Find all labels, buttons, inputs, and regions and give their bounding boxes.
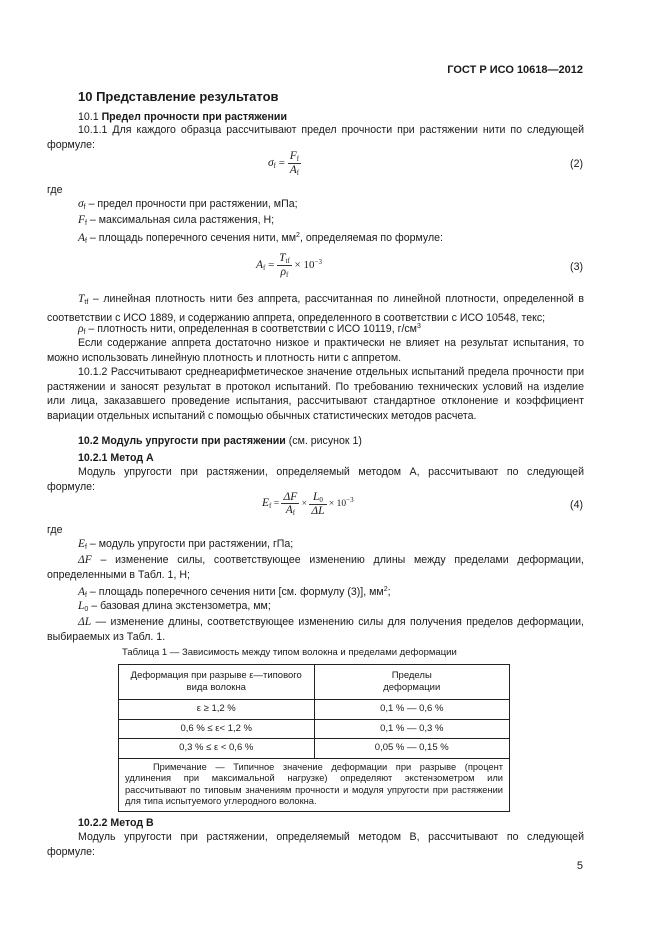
- formula-2: [268, 150, 301, 177]
- paragraph-method-b: Модуль упругости при растяжении, определяемый методом В, рассчитывают по следующей формуле:: [47, 831, 584, 858]
- subsection-title: 10.2 Модуль упругости при растяжении: [78, 435, 286, 447]
- header-cell-fiber-type: Деформация при разрыве ε—типового вида волокна: [119, 665, 315, 700]
- formula-fraction-2: [309, 491, 326, 517]
- numerator-sub: f: [296, 155, 300, 163]
- subsection-number: 10.1: [78, 111, 102, 123]
- def-symbol: ρ: [78, 323, 84, 335]
- def-symbol-sub: f: [85, 220, 87, 227]
- def-text: – изменение силы, соответствующее изменению длины между пределами деформации, определенными в Табл. 1, Н;: [47, 554, 584, 581]
- formula-exponent: −3: [346, 496, 354, 505]
- def-symbol-sub: tf: [84, 299, 89, 306]
- table-cell: 0,05 % — 0,15 %: [314, 739, 510, 759]
- table-note: Примечание — Типичное значение деформации при разрыве (процент удлинения при максимальной нагрузке) определяют экстензометром или рассчитывают по типовым значениям прочности и модуля упругости при растяжении для типа испытуемого углеродного волокна.: [119, 758, 510, 811]
- def-sup: 3: [416, 323, 421, 330]
- document-id-header: ГОСТ Р ИСО 10618—2012: [447, 64, 583, 76]
- def-text: – максимальная сила растяжения, Н;: [86, 214, 275, 226]
- def-text: – плотность нити, определенная в соответствии с ИСО 10119, г/см: [85, 323, 417, 335]
- equation-number-2: (2): [570, 158, 583, 170]
- def-text: – базовая длина экстензометра, мм;: [88, 600, 271, 612]
- formula-3: [256, 252, 322, 279]
- def-symbol-sub: f: [83, 329, 86, 336]
- page-number: 5: [576, 860, 583, 872]
- fraction-numerator: ΔF: [283, 491, 298, 503]
- deformation-limits-table: [118, 664, 510, 812]
- def-symbol-sub: f: [85, 592, 87, 599]
- equation-number-3: (3): [570, 261, 583, 273]
- table-row: [119, 739, 510, 759]
- formula-equals: =: [265, 259, 278, 272]
- def-symbol: F: [78, 214, 86, 226]
- definition-A-f: [78, 229, 584, 250]
- def-sup: 2: [296, 232, 300, 239]
- formula-lhs: A: [256, 259, 264, 272]
- method-b-heading: 10.2.2 Метод В: [78, 817, 154, 829]
- def-text: – линейная плотность нити без аппрета, рассчитанная по линейной плотности, определенной в соответствии с ИСО 1889, и содержанию аппрета, определенного в соответствии с ИСО 10548, текс;: [47, 293, 584, 324]
- def-symbol: L: [78, 600, 85, 612]
- formula-fraction: [277, 252, 292, 279]
- table-row: [119, 700, 510, 720]
- def-symbol: E: [78, 538, 86, 550]
- fraction-denominator: A: [289, 164, 297, 176]
- formula-4: [262, 491, 354, 517]
- formula-multiplier: × 10: [291, 259, 315, 272]
- table-header-row: [119, 665, 510, 700]
- table-row: [119, 719, 510, 739]
- paragraph-10-1-1: 10.1.1 Для каждого образца рассчитывают предел прочности при растяжении нити по следующей формуле:: [47, 124, 584, 151]
- figure-reference: (см. рисунок 1): [285, 435, 362, 447]
- paragraph-low-size: Если содержание аппрета достаточно низкое и практически не влияет на результат испытания, то можно использовать линейную плотность и плотность нити с аппретом.: [47, 337, 584, 364]
- subsection-10-2-heading: [78, 434, 584, 449]
- table-cell: ε ≥ 1,2 %: [119, 700, 315, 720]
- def-symbol-sub: 0: [84, 606, 89, 613]
- paragraph-10-1-2: 10.1.2 Рассчитывают среднеарифметическое значение отдельных испытаний предела прочности при растяжении и заносят результат в протокол испытаний. По требованию технических условий на изделие или лица, заказавшего проведение испытания, рассчитывают стандартное отклонение и коэффициент вариации отдельных испытаний с помощью обычных статистических методов расчета.: [47, 366, 584, 422]
- def-symbol: σ: [78, 198, 84, 210]
- def-text: – модуль упругости при растяжении, гПа;: [86, 538, 294, 550]
- def-symbol: A: [78, 232, 86, 244]
- paragraph-method-a: Модуль упругости при растяжении, определяемый методом А, рассчитывают по следующей формуле:: [47, 466, 584, 493]
- def-symbol: ΔF: [78, 554, 92, 566]
- formula-fraction-1: [281, 491, 299, 517]
- def-text: — изменение длины, соответствующее изменению силы для получения пределов деформации, выбираемых из Табл. 1.: [47, 616, 584, 643]
- def-symbol: A: [78, 586, 86, 598]
- where-label: где: [47, 184, 63, 196]
- table-caption: Таблица 1 — Зависимость между типом волокна и пределами деформации: [122, 647, 457, 658]
- table-cell: 0,3 % ≤ ε < 0,6 %: [119, 739, 315, 759]
- def-text: – площадь поперечного сечения нити, мм: [86, 232, 297, 244]
- formula-multiplier: × 10: [326, 499, 347, 510]
- formula-fraction: [288, 150, 301, 177]
- formula-lhs-sub: f: [263, 264, 266, 273]
- numerator-sub: tf: [285, 257, 290, 265]
- def-symbol: ΔL: [78, 616, 92, 628]
- definition-delta-L: [47, 615, 584, 644]
- def-symbol-sub: f: [85, 238, 87, 245]
- formula-lhs: σ: [268, 157, 274, 170]
- def-symbol-sub: f: [83, 204, 86, 211]
- denominator-sub: f: [296, 169, 300, 177]
- subsection-title: Предел прочности при растяжении: [101, 111, 287, 123]
- table-note-row: [119, 758, 510, 811]
- formula-times: ×: [299, 499, 310, 510]
- def-text: – площадь поперечного сечения нити [см. формулу (3)], мм: [86, 586, 384, 598]
- equation-number-4: (4): [570, 499, 583, 511]
- fraction-numerator: F: [289, 150, 297, 162]
- table-cell: 0,6 % ≤ ε< 1,2 %: [119, 719, 315, 739]
- formula-equals: =: [276, 157, 288, 170]
- def-text: – предел прочности при растяжении, мПа;: [85, 198, 298, 210]
- fraction-denominator: ΔL: [311, 505, 325, 517]
- fraction-denominator: ρ: [280, 266, 287, 278]
- formula-equals: =: [271, 499, 282, 510]
- header-cell-deformation-limits: Пределы деформации: [314, 665, 510, 700]
- fraction-numerator: T: [279, 252, 286, 264]
- where-label-2: где: [47, 524, 63, 536]
- formula-lhs: E: [262, 497, 270, 510]
- def-tail: ;: [387, 586, 391, 598]
- formula-exponent: −3: [314, 258, 322, 267]
- denominator-sub: f: [292, 509, 296, 517]
- formula-lhs-sub: f: [269, 502, 272, 511]
- def-symbol-sub: f: [85, 544, 87, 551]
- method-a-heading: 10.2.1 Метод А: [78, 452, 154, 464]
- def-sup: 2: [383, 586, 388, 593]
- fraction-denominator: A: [285, 504, 293, 516]
- section-title: 10 Представление результатов: [78, 89, 279, 104]
- table-cell: 0,1 % — 0,3 %: [314, 719, 510, 739]
- formula-lhs-sub: f: [273, 162, 277, 171]
- table-cell: 0,1 % — 0,6 %: [314, 700, 510, 720]
- numerator-sub: 0: [319, 496, 323, 504]
- def-tail: , определяемая по формуле:: [299, 232, 443, 244]
- def-symbol: T: [78, 293, 85, 305]
- definition-delta-F: [47, 553, 584, 582]
- denominator-sub: f: [286, 271, 289, 279]
- fraction-numerator: L: [313, 491, 320, 503]
